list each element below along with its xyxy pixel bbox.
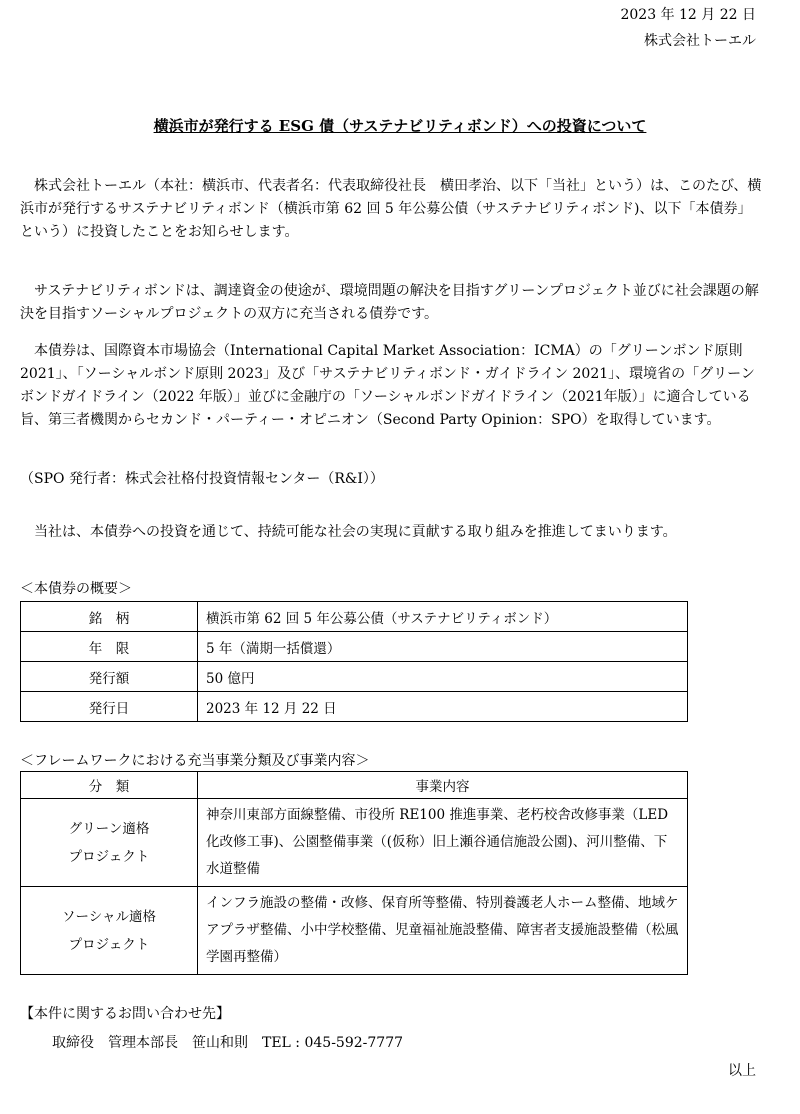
- category-line: グリーン適格: [68, 820, 150, 837]
- category-line: ソーシャル適格: [62, 908, 156, 925]
- content-cell: 神奈川東部方面線整備、市役所 RE100 推進事業、老朽校舎改修事業（LED 化改修工事)、公園整備事業（(仮称）旧上瀬谷通信施設公園)、河川整備、下水道整備: [198, 799, 688, 887]
- category-column-header: 分 類: [21, 772, 198, 799]
- table-header-row: [21, 772, 688, 799]
- table-row: [21, 602, 688, 632]
- category-line: プロジェクト: [68, 936, 150, 953]
- contact-line: 取締役 管理本部長 笹山和則 TEL : 045-592-7777: [52, 1035, 404, 1051]
- overview-head-cell: 銘 柄: [21, 602, 198, 632]
- bond-description-text: サステナビリティボンドは、調達資金の使途が、環境問題の解決を目指すグリーンプロジェクト並びに社会課題の解決を目指すソーシャルプロジェクトの双方に充当される債券です。: [20, 283, 759, 322]
- content-cell: インフラ施設の整備・改修、保育所等整備、特別養護老人ホーム整備、地域ケアプラザ整備、小中学校整備、児童福祉施設整備、障害者支援施設整備（松風学園再整備）: [198, 887, 688, 975]
- overview-value-cell: 50 億円: [198, 662, 688, 692]
- framework-section-label: ＜フレームワークにおける充当事業分類及び事業内容＞: [20, 753, 370, 769]
- category-cell: [21, 887, 198, 975]
- bond-description-paragraph: [20, 280, 765, 326]
- overview-value-cell: 2023 年 12 月 22 日: [198, 692, 688, 722]
- document-date: 2023 年 12 月 22 日: [620, 7, 756, 23]
- table-row: [21, 632, 688, 662]
- bond-overview-table: [20, 601, 688, 722]
- issuer-company: 株式会社トーエル: [644, 33, 756, 49]
- content-column-header: 事業内容: [198, 772, 688, 799]
- intro-paragraph: [20, 175, 765, 244]
- table-row: [21, 799, 688, 887]
- overview-value-cell: 5 年（満期一括償還）: [198, 632, 688, 662]
- closing-statement-paragraph: [20, 521, 765, 544]
- spo-issuer-note: （SPO 発行者：株式会社格付投資情報センター（R&I））: [20, 471, 384, 487]
- category-cell: [21, 799, 198, 887]
- table-row: [21, 692, 688, 722]
- overview-head-cell: 発行日: [21, 692, 198, 722]
- overview-section-label: ＜本債券の概要＞: [20, 581, 132, 597]
- compliance-paragraph: [20, 340, 765, 432]
- overview-head-cell: 発行額: [21, 662, 198, 692]
- overview-head-cell: 年 限: [21, 632, 198, 662]
- document-title: 横浜市が発行する ESG 債（サステナビリティボンド）への投資について: [153, 117, 647, 135]
- table-row: [21, 662, 688, 692]
- framework-table: [20, 771, 688, 975]
- contact-heading: 【本件に関するお問い合わせ先】: [20, 1006, 230, 1022]
- closing-statement-text: 当社は、本債券への投資を通じて、持続可能な社会の実現に貢献する取り組みを推進してまいります。: [34, 524, 677, 540]
- category-line: プロジェクト: [68, 848, 150, 865]
- compliance-text: 本債券は、国際資本市場協会（International Capital Market Association：ICMA）の「グリーンボンド原則 2021」、「ソーシャルボンド原則 2023」及び「サステナビリティボンド・ガイドライン 2021」、環境省の「グリーンボンドガイドライン（2022 年版）」並びに金融庁の「ソーシャルボンドガイドライン（2021年版）」に適合している旨、第三者機関からセカンド・パーティー・オピニオン（Second Party Opinion：SPO）を取得しています。: [20, 343, 755, 428]
- closing-mark: 以上: [728, 1063, 756, 1079]
- overview-value-cell: 横浜市第 62 回 5 年公募公債（サステナビリティボンド）: [198, 602, 688, 632]
- table-row: [21, 887, 688, 975]
- intro-text: 株式会社トーエル（本社：横浜市、代表者名：代表取締役社長 横田孝治、以下「当社」という）は、このたび、横浜市が発行するサステナビリティボンド（横浜市第 62 回 5 年公募公債（サステナビリティボンド)、以下「本債券」という）に投資したことをお知らせします。: [20, 178, 762, 240]
